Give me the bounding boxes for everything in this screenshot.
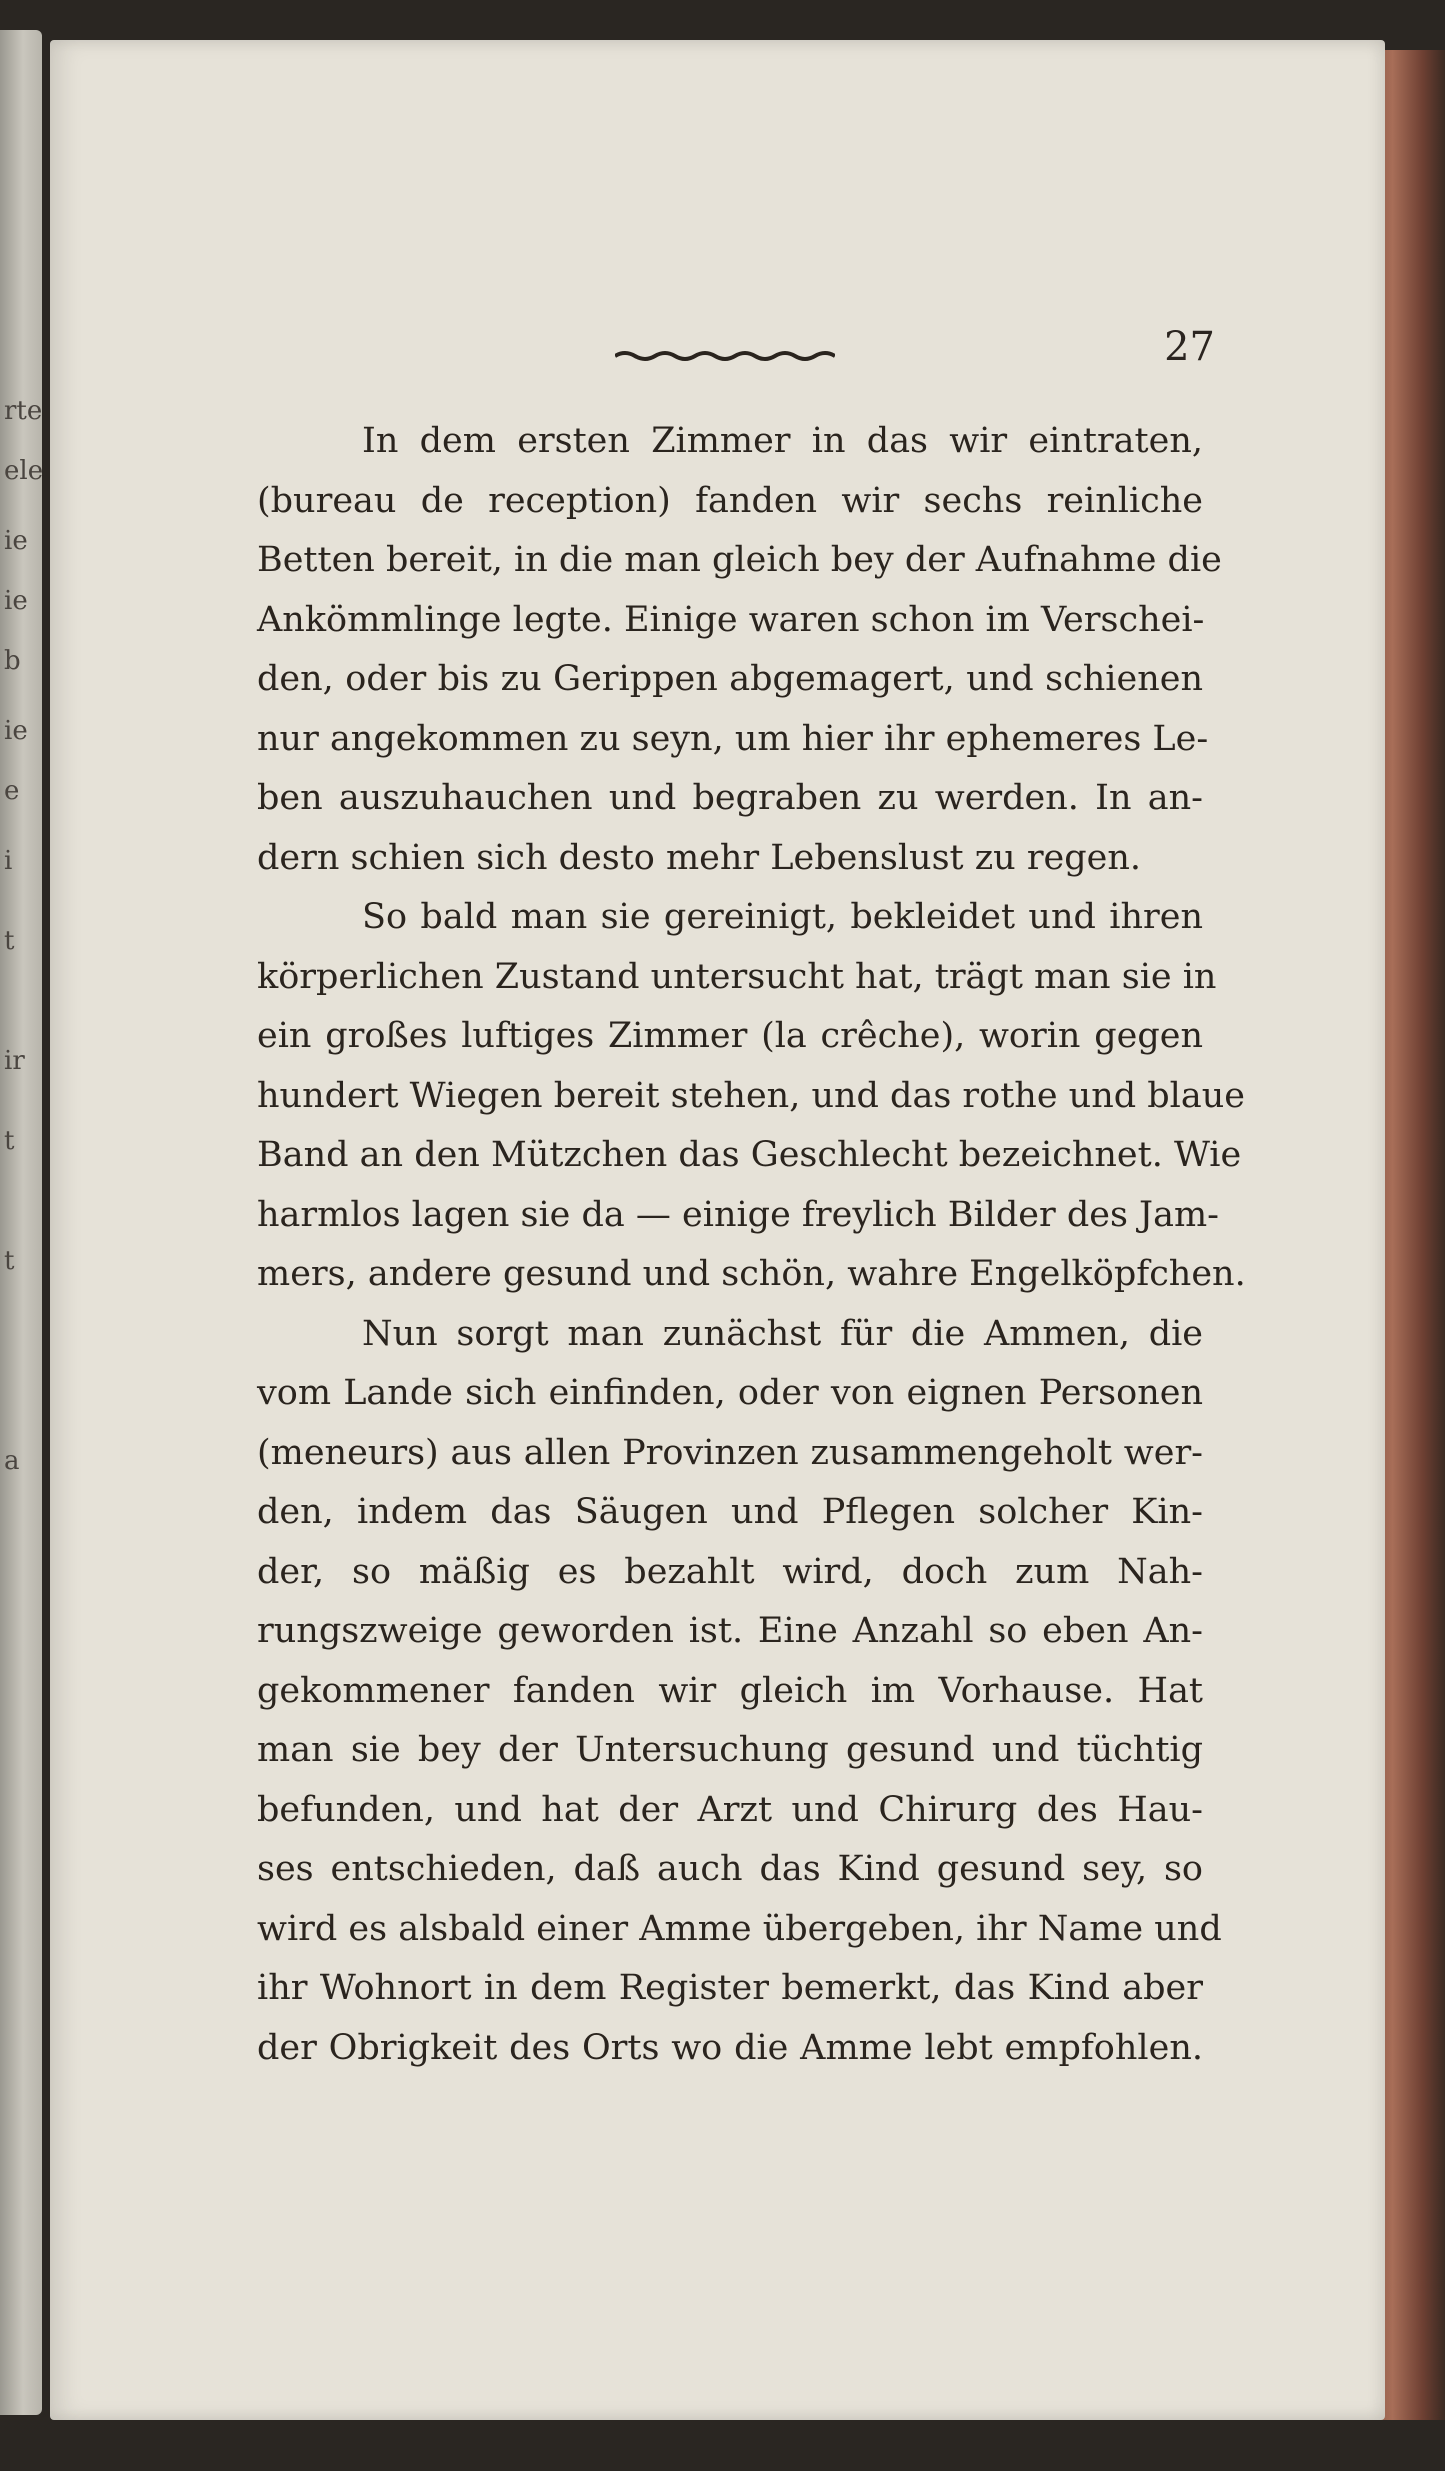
text-line: (meneurs) aus allen Provinzen zusammengeholt wer- xyxy=(257,1432,1203,1473)
edge-text-fragment: e xyxy=(4,776,20,806)
text-line: ein großes luftiges Zimmer (la crêche), worin gegen xyxy=(257,1016,1203,1056)
text-line: Nun sorgt man zunächst für die Ammen, die xyxy=(362,1313,1203,1354)
text-line: In dem ersten Zimmer in das wir eintraten, xyxy=(362,421,1203,461)
text-line: der, so mäßig es bezahlt wird, doch zum Nah- xyxy=(257,1551,1203,1592)
text-line: ses entschieden, daß auch das Kind gesund sey, so xyxy=(257,1849,1203,1889)
text-line: nur angekommen zu seyn, um hier ihr ephemeres Le- xyxy=(257,718,1209,759)
edge-text-fragment: rte xyxy=(4,396,43,426)
text-line: man sie bey der Untersuchung gesund und tüchtig xyxy=(257,1730,1203,1770)
edge-text-fragment: t xyxy=(4,1126,15,1156)
text-line: dern schien sich desto mehr Lebenslust zu regen. xyxy=(257,837,1142,878)
text-line: rungszweige geworden ist. Eine Anzahl so eben An- xyxy=(257,1611,1203,1651)
text-line: der Obrigkeit des Orts wo die Amme lebt empfohlen. xyxy=(257,2027,1203,2068)
text-line: befunden, und hat der Arzt und Chirurg des Hau- xyxy=(257,1789,1203,1830)
text-line: Band an den Mützchen das Geschlecht bezeichnet. Wie xyxy=(257,1135,1242,1175)
text-line: hundert Wiegen bereit stehen, und das rothe und blaue xyxy=(257,1075,1245,1116)
previous-page-edge xyxy=(0,30,42,2415)
edge-text-fragment: ie xyxy=(4,586,28,616)
text-line: ihr Wohnort in dem Register bemerkt, das Kind aber xyxy=(257,1968,1203,2008)
text-line: mers, andere gesund und schön, wahre Engelköpfchen. xyxy=(257,1254,1246,1294)
text-line: ben auszuhauchen und begraben zu werden. In an- xyxy=(257,778,1203,818)
edge-text-fragment: ie xyxy=(4,716,28,746)
text-line: den, oder bis zu Gerippen abgemagert, und schienen xyxy=(257,659,1203,699)
book-page xyxy=(50,40,1385,2420)
text-line: vom Lande sich einfinden, oder von eignen Personen xyxy=(257,1373,1203,1413)
edge-text-fragment: b xyxy=(4,646,21,676)
edge-text-fragment: ie xyxy=(4,526,28,556)
header-ornament xyxy=(615,348,835,364)
edge-text-fragment: ir xyxy=(4,1046,25,1076)
text-line: Ankömmlinge legte. Einige waren schon im Verschei- xyxy=(257,599,1205,640)
text-line: So bald man sie gereinigt, bekleidet und ihren xyxy=(362,897,1203,937)
text-line: körperlichen Zustand untersucht hat, trägt man sie in xyxy=(257,956,1217,997)
text-line: harmlos lagen sie da — einige freylich Bilder des Jam- xyxy=(257,1194,1219,1235)
edge-text-fragment: ele xyxy=(4,456,44,486)
text-line: wird es alsbald einer Amme übergeben, ihr Name und xyxy=(257,1908,1222,1949)
edge-text-fragment: a xyxy=(4,1446,20,1476)
edge-text-fragment: t xyxy=(4,926,15,956)
page-number: 27 xyxy=(1164,324,1215,370)
text-line: Betten bereit, in die man gleich bey der Aufnahme die xyxy=(257,540,1222,580)
text-line: den, indem das Säugen und Pflegen solcher Kin- xyxy=(257,1492,1203,1532)
text-line: gekommener fanden wir gleich im Vorhause. Hat xyxy=(257,1670,1203,1711)
edge-text-fragment: t xyxy=(4,1246,15,1276)
text-line: (bureau de reception) fanden wir sechs reinliche xyxy=(257,480,1203,521)
edge-text-fragment: i xyxy=(4,846,13,876)
body-text xyxy=(257,412,1246,2078)
